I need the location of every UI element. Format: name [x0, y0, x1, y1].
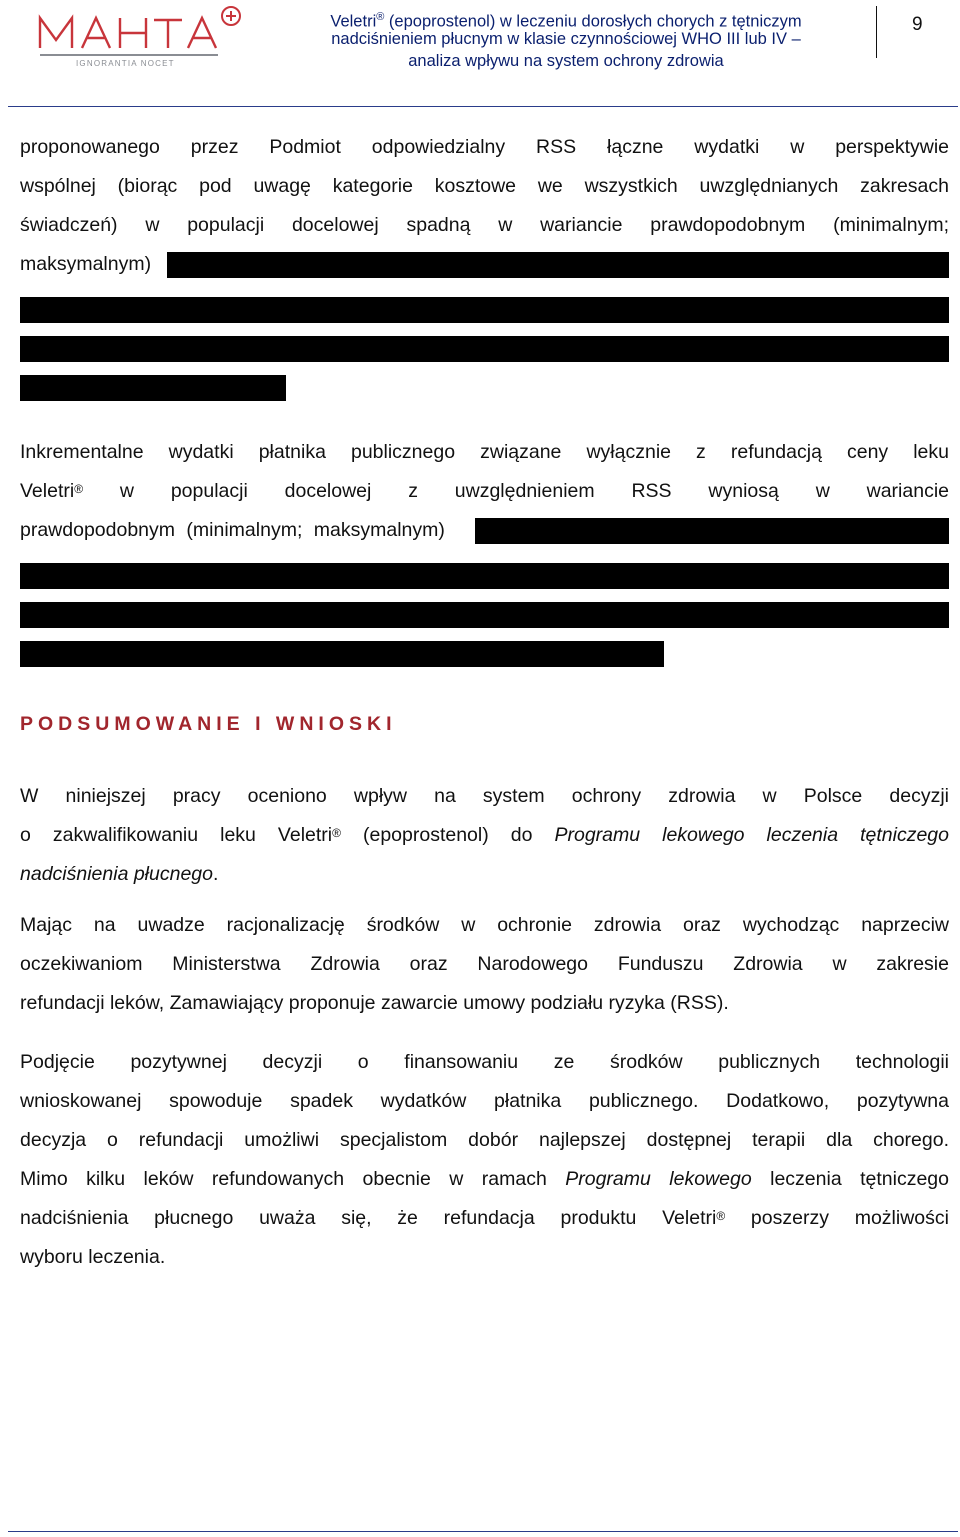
logo-tagline: IGNORANTIA NOCET: [76, 59, 175, 68]
header-rule: [8, 106, 958, 107]
footer-rule: [8, 1531, 958, 1532]
redacted-block: [20, 641, 664, 667]
paragraph-incremental: Inkrementalne wydatki płatnika publicznego związane wyłącznie z refundacją ceny leku Veletri® w populacji docelowej z uwzględnieniem RSS wyniosą w wariancie prawdopodobnym (minimalnym; maksymalnym): [20, 433, 949, 667]
redacted-block: [20, 563, 949, 589]
page-number: 9: [912, 14, 923, 35]
header-separator: [876, 6, 877, 58]
redacted-block: [167, 252, 949, 278]
section-heading: PODSUMOWANIE I WNIOSKI: [20, 713, 397, 735]
header-title-line2: nadciśnieniem płucnym w klasie czynnościowej WHO III lub IV –: [331, 30, 801, 48]
paragraph-rss-total: proponowanego przez Podmiot odpowiedzialny RSS łączne wydatki w perspektywie wspólnej (biorąc pod uwagę kategorie kosztowe we wszystkich uwzględnianych zakresach świadczeń) w populacji docelowej spadną w wariancie prawdopodobnym (minimalnym; maksymalnym): [20, 128, 949, 401]
paragraph-summary: W niniejszej pracy oceniono wpływ na system ochrony zdrowia w Polsce decyzji o zakwalifikowaniu leku Veletri® (epoprostenol) do Programu lekowego leczenia tętniczego nadciśnienia płucnego.: [20, 785, 949, 885]
mahta-logo: [38, 4, 248, 70]
redacted-block: [20, 297, 949, 323]
redacted-block: [20, 375, 286, 401]
paragraph-conclusion: Podjęcie pozytywnej decyzji o finansowaniu ze środków publicznych technologii wnioskowanej spowoduje spadek wydatków płatnika publicznego. Dodatkowo, pozytywna decyzja o refundacji umożliwi specjalistom dobór najlepszej dostępnej terapii dla chorego. Mimo kilku leków refundowanych obecnie w ramach Programu lekowego leczenia tętniczego nadciśnienia płucnego uważa się, że refundacja produktu Veletri® poszerzy możliwości wyboru leczenia.: [20, 1051, 949, 1268]
header-title-line3: analiza wpływu na system ochrony zdrowia: [408, 52, 724, 70]
page-content: [20, 128, 949, 1277]
header-title-line1: Veletri® (epoprostenol) w leczeniu dorosłych chorych z tętniczym: [330, 11, 802, 31]
paragraph-rss-proposal: Mając na uwadze racjonalizację środków w ochronie zdrowia oraz wychodząc naprzeciw oczekiwaniom Ministerstwa Zdrowia oraz Narodowego Funduszu Zdrowia w zakresie refundacji leków, Zamawiający proponuje zawarcie umowy podziału ryzyka (RSS).: [20, 914, 949, 1014]
redacted-block: [20, 336, 949, 362]
redacted-block: [20, 602, 949, 628]
redacted-block: [475, 518, 949, 544]
page-header: [0, 0, 960, 108]
